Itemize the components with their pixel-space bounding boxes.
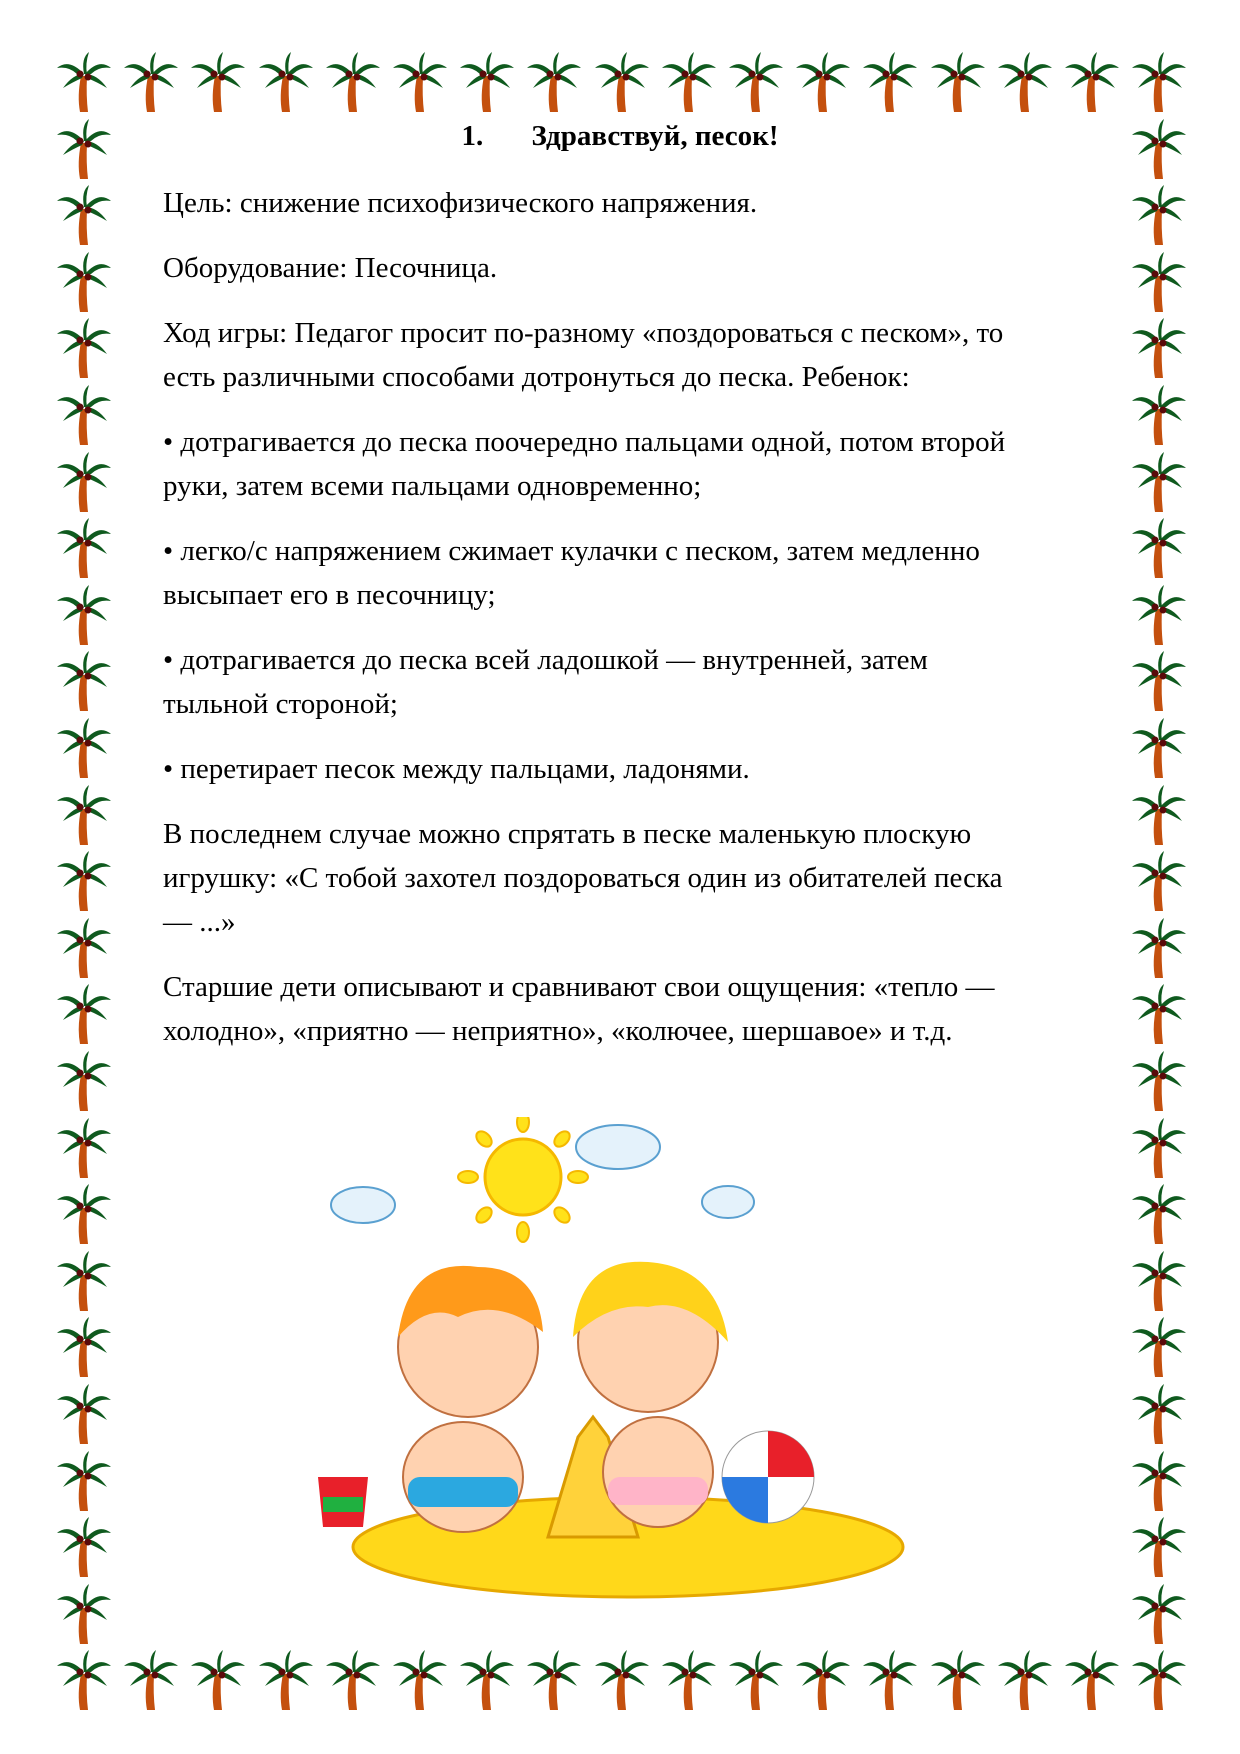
paragraph-line: Цель: снижение психофизического напряжения. xyxy=(163,187,758,219)
palm-tree-icon xyxy=(55,252,113,314)
palm-tree-icon xyxy=(861,52,919,114)
palm-tree-icon xyxy=(55,185,113,247)
palm-tree-icon xyxy=(122,52,180,114)
palm-tree-icon xyxy=(1130,1384,1188,1446)
palm-tree-icon xyxy=(1130,918,1188,980)
palm-tree-icon xyxy=(1130,1317,1188,1379)
paragraph-line: игрушку: «С тобой захотел поздороваться один из обитателей песка xyxy=(163,862,1003,894)
palm-tree-icon xyxy=(55,1184,113,1246)
palm-tree-icon xyxy=(1130,1251,1188,1313)
palm-tree-icon xyxy=(1130,1184,1188,1246)
palm-tree-icon xyxy=(122,1650,180,1712)
children-playing-in-sand-illustration xyxy=(318,1117,908,1602)
bucket-icon xyxy=(318,1477,368,1527)
palm-tree-icon xyxy=(929,1650,987,1712)
palm-tree-icon xyxy=(1063,1650,1121,1712)
palm-tree-icon xyxy=(593,1650,651,1712)
palm-tree-icon xyxy=(189,52,247,114)
palm-tree-icon xyxy=(996,52,1054,114)
palm-tree-icon xyxy=(1130,518,1188,580)
palm-tree-icon xyxy=(458,52,516,114)
palm-tree-icon xyxy=(257,1650,315,1712)
palm-tree-icon xyxy=(55,585,113,647)
title-number: 1. xyxy=(461,120,484,152)
palm-tree-icon xyxy=(55,1051,113,1113)
palm-tree-icon xyxy=(257,52,315,114)
palm-tree-icon xyxy=(1130,1650,1188,1712)
palm-tree-icon xyxy=(727,1650,785,1712)
palm-tree-icon xyxy=(1130,651,1188,713)
paragraph-line: • дотрагивается до песка всей ладошкой — внутренней, затем xyxy=(163,644,928,676)
palm-tree-icon xyxy=(1130,385,1188,447)
paragraph-line: • перетирает песок между пальцами, ладонями. xyxy=(163,753,750,785)
palm-tree-icon xyxy=(55,1118,113,1180)
paragraph-line: Ход игры: Педагог просит по-разному «поздороваться с песком», то xyxy=(163,317,1004,349)
palm-tree-icon xyxy=(391,1650,449,1712)
palm-tree-icon xyxy=(593,52,651,114)
palm-tree-icon xyxy=(55,518,113,580)
paragraph-line: холодно», «приятно — неприятно», «колючее, шершавое» и т.д. xyxy=(163,1015,953,1047)
palm-tree-icon xyxy=(55,918,113,980)
palm-tree-icon xyxy=(727,52,785,114)
palm-tree-icon xyxy=(55,1384,113,1446)
palm-tree-icon xyxy=(55,651,113,713)
sun-icon xyxy=(458,1117,588,1242)
palm-tree-icon xyxy=(55,984,113,1046)
palm-tree-icon xyxy=(1130,1051,1188,1113)
palm-tree-icon xyxy=(55,318,113,380)
palm-tree-icon xyxy=(55,1451,113,1513)
palm-tree-icon xyxy=(929,52,987,114)
title-text: Здравствуй, песок! xyxy=(531,120,779,152)
palm-tree-icon xyxy=(525,52,583,114)
palm-tree-icon xyxy=(660,1650,718,1712)
palm-tree-icon xyxy=(1130,52,1188,114)
palm-tree-icon xyxy=(1130,851,1188,913)
palm-tree-icon xyxy=(55,1650,113,1712)
palm-tree-icon xyxy=(794,1650,852,1712)
boy-figure xyxy=(398,1266,543,1532)
palm-tree-icon xyxy=(55,1517,113,1579)
palm-tree-icon xyxy=(1063,52,1121,114)
palm-tree-icon xyxy=(55,1584,113,1646)
palm-tree-icon xyxy=(1130,318,1188,380)
palm-tree-icon xyxy=(794,52,852,114)
palm-tree-icon xyxy=(861,1650,919,1712)
paragraph-line: В последнем случае можно спрятать в песке маленькую плоскую xyxy=(163,818,972,850)
palm-tree-icon xyxy=(1130,185,1188,247)
paragraph-line: • легко/с напряжением сжимает кулачки с песком, затем медленно xyxy=(163,535,980,567)
palm-tree-icon xyxy=(1130,1118,1188,1180)
palm-tree-icon xyxy=(1130,585,1188,647)
paragraph-line: есть различными способами дотронуться до песка. Ребенок: xyxy=(163,361,910,393)
palm-tree-icon xyxy=(525,1650,583,1712)
palm-tree-icon xyxy=(55,52,113,114)
palm-tree-icon xyxy=(55,452,113,514)
palm-tree-icon xyxy=(1130,1517,1188,1579)
palm-tree-icon xyxy=(1130,1451,1188,1513)
palm-tree-icon xyxy=(55,718,113,780)
paragraph-line: • дотрагивается до песка поочередно пальцами одной, потом второй xyxy=(163,426,1006,458)
palm-tree-icon xyxy=(996,1650,1054,1712)
palm-tree-icon xyxy=(55,785,113,847)
beach-ball-icon xyxy=(722,1431,814,1523)
paragraph-line: Оборудование: Песочница. xyxy=(163,252,498,284)
page-title xyxy=(0,120,1240,153)
palm-tree-icon xyxy=(391,52,449,114)
palm-tree-icon xyxy=(1130,984,1188,1046)
palm-tree-icon xyxy=(55,1317,113,1379)
palm-tree-icon xyxy=(324,1650,382,1712)
paragraph-line: тыльной стороной; xyxy=(163,688,398,720)
palm-tree-icon xyxy=(55,1251,113,1313)
palm-tree-icon xyxy=(1130,452,1188,514)
palm-tree-icon xyxy=(324,52,382,114)
palm-tree-icon xyxy=(458,1650,516,1712)
palm-tree-icon xyxy=(1130,718,1188,780)
paragraph-line: высыпает его в песочницу; xyxy=(163,579,496,611)
paragraph-line: Старшие дети описывают и сравнивают свои ощущения: «тепло — xyxy=(163,971,995,1003)
paragraph-line: руки, затем всеми пальцами одновременно; xyxy=(163,470,702,502)
palm-tree-icon xyxy=(1130,252,1188,314)
palm-tree-icon xyxy=(55,385,113,447)
palm-tree-icon xyxy=(55,851,113,913)
palm-tree-icon xyxy=(1130,1584,1188,1646)
palm-tree-icon xyxy=(660,52,718,114)
palm-tree-icon xyxy=(1130,785,1188,847)
paragraph-line: — ...» xyxy=(163,906,236,938)
palm-tree-icon xyxy=(189,1650,247,1712)
